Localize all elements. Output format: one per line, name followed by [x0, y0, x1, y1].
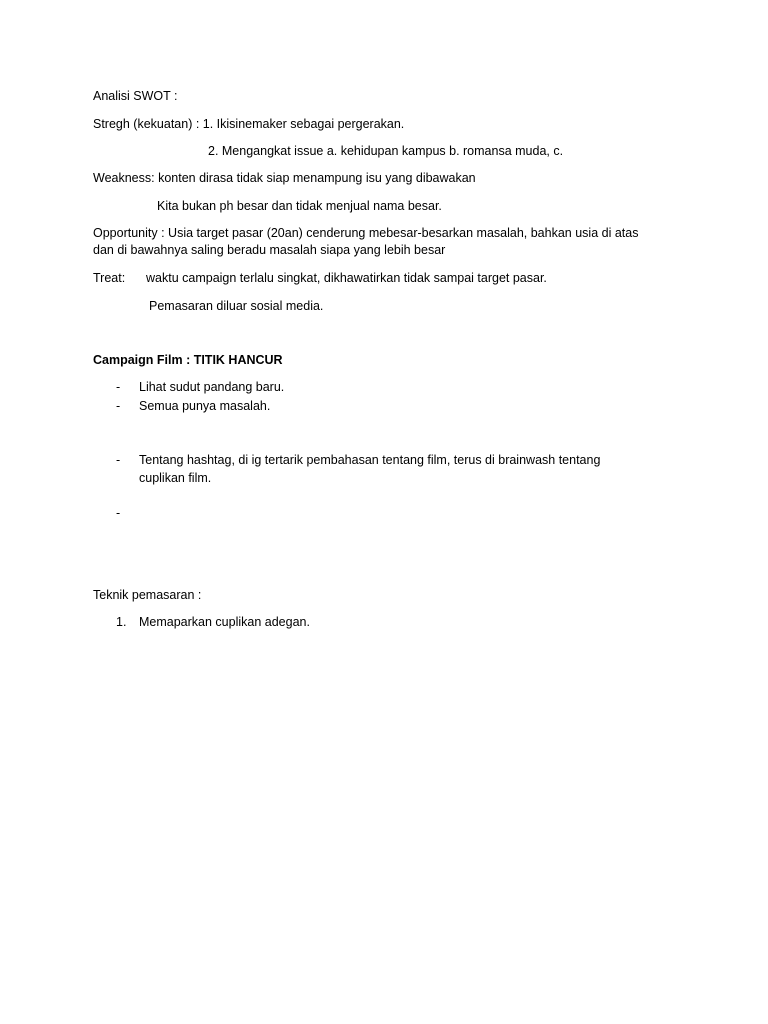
campaign-item: Tentang hashtag, di ig tertarik pembahasan tentang film, terus di brainwash tentang — [139, 453, 601, 467]
strength-line-2: 2. Mengangkat issue a. kehidupan kampus b. romansa muda, c. — [208, 144, 564, 158]
strength-line-1: Stregh (kekuatan) : 1. Ikisinemaker sebagai pergerakan. — [93, 117, 405, 131]
threat-line-1: waktu campaign terlalu singkat, dikhawatirkan tidak sampai target pasar. — [146, 271, 547, 285]
bullet-dash: - — [116, 380, 121, 394]
campaign-item: Semua punya masalah. — [139, 399, 271, 413]
campaign-heading: Campaign Film : TITIK HANCUR — [93, 353, 283, 367]
bullet-dash: - — [116, 399, 121, 413]
weakness-line-1: Weakness: konten dirasa tidak siap menampung isu yang dibawakan — [93, 171, 476, 185]
opportunity-line-1: Opportunity : Usia target pasar (20an) cenderung mebesar-besarkan masalah, bahkan usia di atas — [93, 226, 639, 240]
marketing-heading: Teknik pemasaran : — [93, 588, 202, 602]
marketing-item-text: Memaparkan cuplikan adegan. — [139, 615, 310, 629]
bullet-dash: - — [116, 453, 121, 467]
threat-line-2: Pemasaran diluar sosial media. — [149, 299, 324, 313]
swot-heading: Analisi SWOT : — [93, 89, 178, 103]
campaign-item: Lihat sudut pandang baru. — [139, 380, 285, 394]
bullet-dash-empty: - — [116, 506, 121, 520]
campaign-item-continued: cuplikan film. — [139, 471, 212, 485]
weakness-line-2: Kita bukan ph besar dan tidak menjual nama besar. — [157, 199, 442, 213]
threat-label: Treat: — [93, 271, 126, 285]
opportunity-line-2: dan di bawahnya saling beradu masalah siapa yang lebih besar — [93, 243, 446, 257]
marketing-item-number: 1. — [116, 615, 127, 629]
